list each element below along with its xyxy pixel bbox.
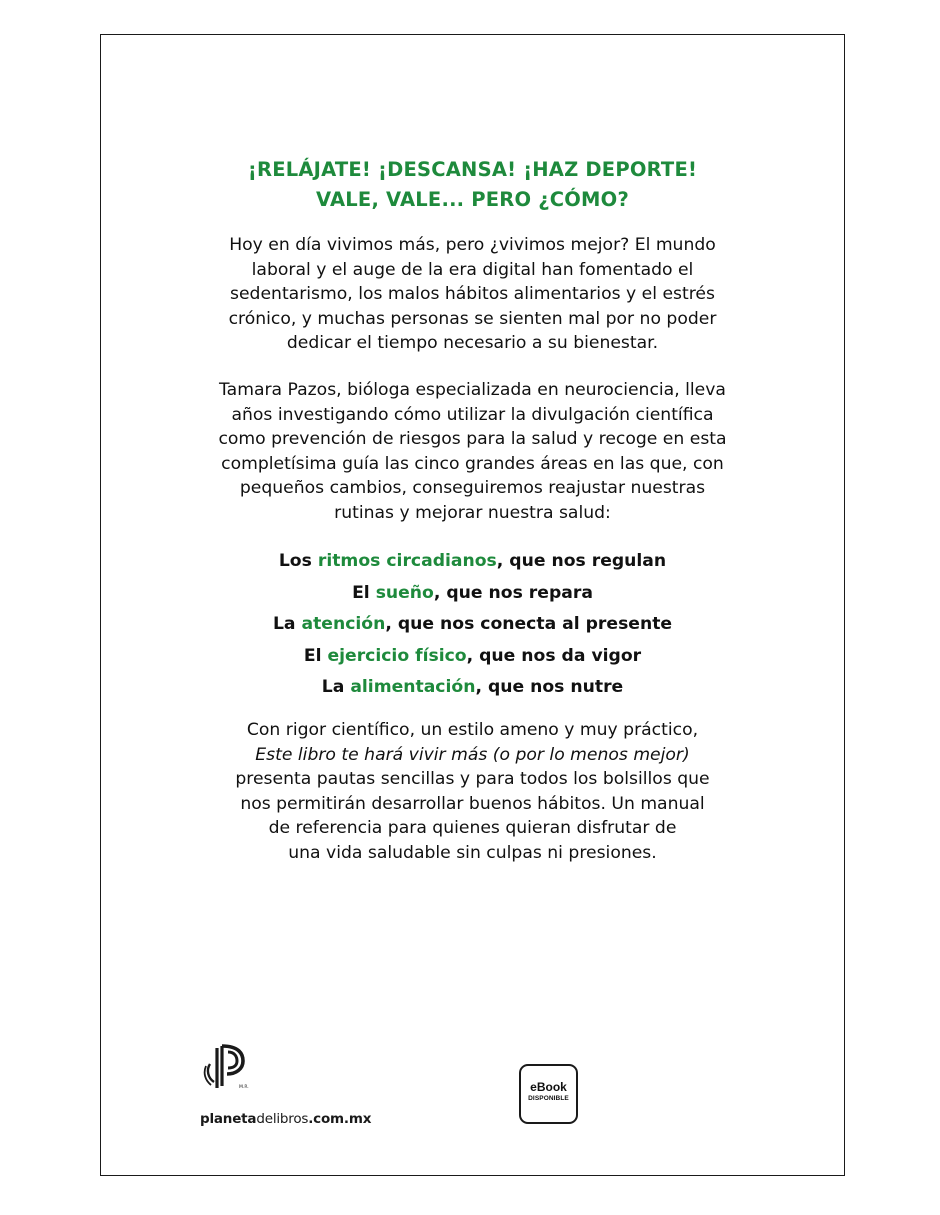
- registered-mark: M.R.: [239, 1085, 249, 1090]
- area-highlight: alimentación: [350, 677, 476, 697]
- area-item-sleep: El sueño, que nos repara: [352, 582, 593, 603]
- author-line: Tamara Pazos, bióloga especializada en neurociencia, lleva: [219, 380, 726, 400]
- intro-line: dedicar el tiempo necesario a su bienestar.: [286, 333, 659, 353]
- author-line: años investigando cómo utilizar la divulgación científica: [231, 404, 714, 425]
- author-line: completísima guía las cinco grandes áreas en las que, con: [221, 453, 724, 474]
- closing-paragraph: [100, 718, 845, 865]
- area-highlight: ritmos circadianos: [317, 551, 497, 571]
- closing-line: Con rigor científico, un estilo ameno y muy práctico,: [246, 720, 699, 740]
- headline-line-1: ¡RELÁJATE! ¡DESCANSA! ¡HAZ DEPORTE!: [247, 158, 698, 181]
- intro-line: Hoy en día vivimos más, pero ¿vivimos mejor? El mundo: [229, 235, 716, 255]
- headline-line-2: VALE, VALE... PERO ¿CÓMO?: [316, 188, 629, 211]
- ebook-available-badge: [519, 1064, 578, 1124]
- ebook-badge-subtitle: DISPONIBLE: [528, 1095, 569, 1102]
- planeta-logo-icon: [203, 1042, 253, 1092]
- ebook-badge-title: eBook: [530, 1080, 567, 1094]
- area-item-circadian: Los ritmos circadianos, que nos regulan: [278, 551, 667, 571]
- author-line: como prevención de riesgos para la salud y recoge en esta: [218, 429, 727, 449]
- five-areas-list: [100, 546, 845, 704]
- book-title-line: Este libro te hará vivir más (o por lo menos mejor): [255, 744, 690, 765]
- closing-line: de referencia para quienes quieran disfrutar de: [268, 818, 677, 838]
- area-highlight: sueño: [375, 582, 434, 603]
- closing-line: presenta pautas sencillas y para todos los bolsillos que: [235, 769, 710, 789]
- intro-paragraph: [100, 233, 845, 356]
- area-item-nutrition: La alimentación, que nos nutre: [321, 677, 624, 697]
- area-item-exercise: El ejercicio físico, que nos da vigor: [303, 645, 642, 666]
- area-item-attention: La atención, que nos conecta al presente: [272, 614, 673, 634]
- author-line: pequeños cambios, conseguiremos reajustar nuestras: [239, 478, 706, 498]
- intro-line: crónico, y muchas personas se sienten mal por no poder: [228, 308, 717, 329]
- headline: [100, 155, 845, 215]
- area-highlight: ejercicio físico: [327, 645, 467, 666]
- intro-line: laboral y el auge de la era digital han fomentado el: [251, 259, 694, 280]
- intro-line: sedentarismo, los malos hábitos alimentarios y el estrés: [230, 284, 715, 304]
- closing-line: nos permitirán desarrollar buenos hábitos. Un manual: [240, 793, 705, 814]
- area-highlight: atención: [301, 614, 386, 634]
- author-paragraph: [100, 378, 845, 525]
- author-line: rutinas y mejorar nuestra salud:: [334, 502, 611, 523]
- closing-line: una vida saludable sin culpas ni presiones.: [288, 842, 657, 863]
- website-url: planetadelibros.com.mx: [200, 1111, 372, 1127]
